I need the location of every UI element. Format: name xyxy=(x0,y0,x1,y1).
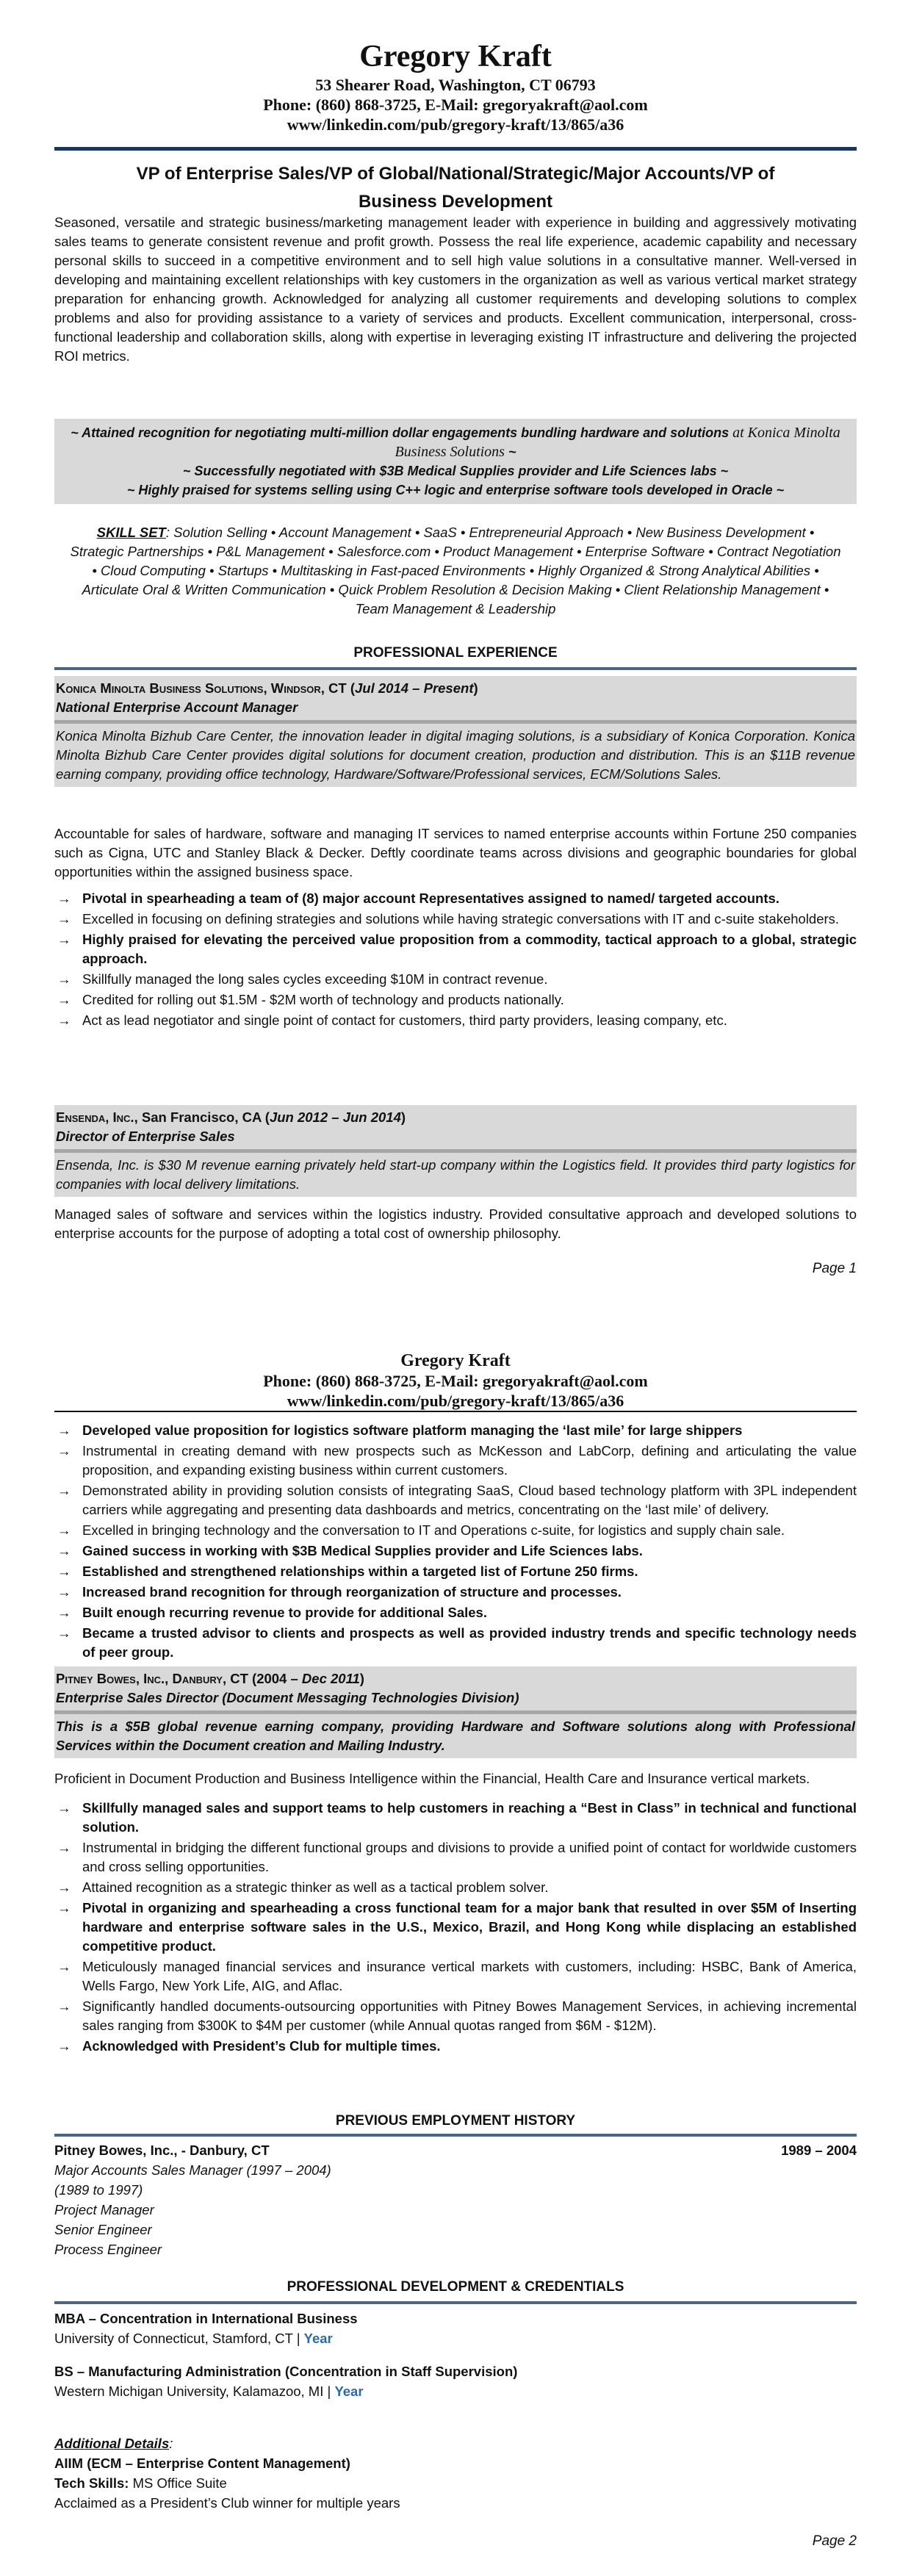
skill-set-label: SKILL SET xyxy=(96,525,166,540)
degree-title: BS – Manufacturing Administration (Concentration in Staff Supervision) xyxy=(54,2364,518,2379)
degree-year: Year xyxy=(334,2383,364,2399)
header-divider xyxy=(54,147,857,151)
job-header: Pitney Bowes, Inc., Danbury, CT (2004 – Dec 2011) Enterprise Sales Director (Document Messaging Technologies Division) xyxy=(54,1666,857,1710)
linkedin-url[interactable]: www/linkedin.com/pub/gregory-kraft/13/865/a36 xyxy=(287,115,624,134)
arrow-icon: → xyxy=(57,932,71,947)
arrow-icon: → xyxy=(57,1998,71,2014)
degree-title: MBA – Concentration in International Business xyxy=(54,2311,358,2326)
additional-details-label: Additional Details: xyxy=(54,2436,173,2451)
arrow-icon: → xyxy=(57,1605,71,1620)
arrow-icon: → xyxy=(57,1422,71,1438)
company-name: Konica Minolta Business Solutions, Windsor, CT ( xyxy=(56,680,356,696)
list-item: → Instrumental in bridging the different functional groups and divisions to provide a unified point of contact for worldwide customers and cross selling opportunities. xyxy=(57,1840,857,1874)
job-title: Director of Enterprise Sales xyxy=(56,1129,235,1144)
arrow-icon: → xyxy=(57,1584,71,1600)
previous-role: Senior Engineer xyxy=(54,2222,152,2237)
arrow-icon: → xyxy=(57,971,71,987)
job-dates: Jun 2012 – Jun 2014 xyxy=(269,1109,401,1125)
professional-summary: Seasoned, versatile and strategic business/marketing management leader with experience in building and aggressively motivating sales teams to generate consistent revenue and profit growth. Possess the real life experience, academic capability and necessary personal skills to succeed in a competitive environment and to sell high value solutions in a consultative manner. Well-versed in developing and maintaining excellent relationships with key customers in the organization as well as various vertical market strategy preparation for enhancing growth. Acknowledged for analyzing all customer requirements and developing solutions to complex problems and also for providing assistance to a variety of services and products. Excellent communication, interpersonal, cross-functional leadership and collaboration skills, along with expertise in leveraging existing IT infrastructure and delivering the projected ROI metrics. xyxy=(54,215,857,364)
job-title: Enterprise Sales Director (Document Messaging Technologies Division) xyxy=(56,1690,519,1705)
arrow-icon: → xyxy=(57,1564,71,1579)
job-summary: Accountable for sales of hardware, software and managing IT services to named enterprise accounts within Fortune 250 companies such as Cigna, UTC and Stanley Black & Decker. Deftly coordinate teams across divisions and geographic boundaries for global opportunities within the assigned business space. xyxy=(54,826,857,879)
header-divider xyxy=(54,1411,857,1412)
arrow-icon: → xyxy=(57,1800,71,1816)
previous-company: Pitney Bowes, Inc., - Danbury, CT xyxy=(54,2143,270,2158)
list-item: → Instrumental in creating demand with new prospects such as McKesson and LabCorp, defining and articulating the value proposition, and expanding existing business within current customers. xyxy=(57,1443,857,1478)
job-dates: Dec 2011 xyxy=(301,1671,360,1686)
arrow-icon: → xyxy=(57,1012,71,1028)
arrow-icon: → xyxy=(57,992,71,1007)
page-number: Page 2 xyxy=(812,2533,857,2549)
section-divider xyxy=(54,2134,857,2137)
list-item: → Skillfully managed sales and support teams to help customers in reaching a “Best in Class” in technical and functional solution. xyxy=(57,1800,857,1835)
company-description: Ensenda, Inc. is $30 M revenue earning privately held start-up company within the Logistics field. It provides third party logistics for companies with local delivery limitations. xyxy=(56,1157,855,1192)
section-title-experience: PROFESSIONAL EXPERIENCE xyxy=(353,645,558,661)
highlight-3: ~ Highly praised for systems selling using C++ logic and enterprise software tools developed in Oracle ~ xyxy=(126,483,785,497)
candidate-name: Gregory Kraft xyxy=(400,1351,511,1370)
list-item: → Built enough recurring revenue to provide for additional Sales. xyxy=(54,1603,857,1622)
headline-title xyxy=(54,160,857,216)
linkedin-url[interactable]: www/linkedin.com/pub/gregory-kraft/13/865/a36 xyxy=(287,1392,624,1410)
section-divider xyxy=(54,667,857,670)
company-name: Pitney Bowes, Inc., Danbury, CT (2004 – xyxy=(56,1671,302,1686)
pitney-bullets xyxy=(54,1799,857,2056)
arrow-icon: → xyxy=(57,2038,71,2054)
arrow-icon: → xyxy=(57,1900,71,1915)
job-konica xyxy=(54,676,857,787)
previous-role: Project Manager xyxy=(54,2202,154,2217)
section-title-previous-employment: PREVIOUS EMPLOYMENT HISTORY xyxy=(335,2113,576,2129)
contact-line: Phone: (860) 868-3725, E-Mail: gregoryakraft@aol.com xyxy=(263,1372,648,1390)
degree-school: Western Michigan University, Kalamazoo, MI | Year xyxy=(54,2383,364,2399)
address: 53 Shearer Road, Washington, CT 06793 xyxy=(315,76,596,94)
arrow-icon: → xyxy=(57,1522,71,1538)
list-item: → Became a trusted advisor to clients and prospects as well as provided industry trends and specific technology needs of peer group. xyxy=(57,1625,857,1660)
job-dates: Jul 2014 – Present xyxy=(355,680,474,696)
list-item: → Developed value proposition for logistics software platform managing the ‘last mile’ for large shippers xyxy=(54,1421,857,1440)
list-item: → Pivotal in spearheading a team of (8) major account Representatives assigned to named/ targeted accounts. xyxy=(54,889,857,908)
company-description: This is a $5B global revenue earning company, providing Hardware and Software solutions along with Professional Services within the Document creation and Mailing Industry. xyxy=(56,1719,855,1753)
arrow-icon: → xyxy=(57,1840,71,1855)
company-description: Konica Minolta Bizhub Care Center, the innovation leader in digital imaging solutions, is a subsidiary of Konica Corporation. Konica Minolta Bizhub Care Center provides digital solutions for document creation, production and distribution. This is an $11B revenue earning company, providing office technology, Hardware/Software/Professional services, ECM/Solutions Sales. xyxy=(56,728,855,782)
skill-set xyxy=(54,523,857,619)
list-item: → Skillfully managed the long sales cycles exceeding $10M in contract revenue. xyxy=(54,970,857,989)
list-item: → Pivotal in organizing and spearheading a cross functional team for a major bank that resulted in over $5M of Inserting hardware and enterprise software sales in the U.S., Mexico, Brazil, and Hong Kong while displacing an established competitive product. xyxy=(57,1900,857,1954)
degree-school: University of Connecticut, Stamford, CT | Year xyxy=(54,2331,333,2346)
list-item: → Excelled in focusing on defining strategies and solutions while having strategic conversations with IT and c-suite stakeholders. xyxy=(54,910,857,929)
job-summary: Proficient in Document Production and Business Intelligence within the Financial, Health Care and Insurance vertical markets. xyxy=(54,1771,810,1786)
company-name: Ensenda, Inc. xyxy=(56,1109,134,1125)
previous-role: Major Accounts Sales Manager (1997 – 2004) xyxy=(54,2162,331,2178)
arrow-icon: → xyxy=(57,1543,71,1558)
job-header: Konica Minolta Business Solutions, Windsor, CT (Jul 2014 – Present) National Enterprise Account Manager xyxy=(54,676,857,720)
skill-set-list: : Solution Selling • Account Management • SaaS • Entrepreneurial Approach • New Business Development • Strategic Partnerships • P&L Management • Salesforce.com • Product Management • Enterprise Software • Contract Negotiation • Cloud Computing • Startups • Multitasking in Fast-paced Environments • Highly Organized & Strong Analytical Abilities • Articulate Oral & Written Communication • Quick Problem Resolution & Decision Making • Client Relationship Management • Team Management & Leadership xyxy=(70,525,841,616)
list-item: → Attained recognition as a strategic thinker as well as a tactical problem solver. xyxy=(54,1878,857,1897)
arrow-icon: → xyxy=(57,891,71,906)
list-item: → Increased brand recognition for through reorganization of structure and processes. xyxy=(54,1583,857,1602)
arrow-icon: → xyxy=(57,1483,71,1498)
certification: AIIM (ECM – Enterprise Content Management) xyxy=(54,2456,350,2471)
highlights-box xyxy=(54,419,857,504)
previous-role: (1989 to 1997) xyxy=(54,2182,143,2198)
list-item: → Credited for rolling out $1.5M - $2M worth of technology and products nationally. xyxy=(54,990,857,1010)
list-item: → Excelled in bringing technology and the conversation to IT and Operations c-suite, for logistics and supply chain sale. xyxy=(54,1521,857,1540)
list-item: → Meticulously managed financial services and insurance vertical markets with customers, including: HSBC, Bank of America, Wells Fargo, New York Life, AIG, and Aflac. xyxy=(57,1959,857,1993)
list-item: → Gained success in working with $3B Medical Supplies provider and Life Sciences labs. xyxy=(54,1541,857,1561)
arrow-icon: → xyxy=(57,1879,71,1895)
previous-role: Process Engineer xyxy=(54,2242,162,2257)
arrow-icon: → xyxy=(57,1625,71,1641)
page-number: Page 1 xyxy=(812,1261,857,1276)
list-item: → Act as lead negotiator and single point of contact for customers, third party providers, leasing company, etc. xyxy=(54,1011,857,1030)
headline-line-1: VP of Enterprise Sales/VP of Global/National/Strategic/Major Accounts/VP of xyxy=(136,164,775,184)
job-header: Ensenda, Inc., San Francisco, CA (Jun 2012 – Jun 2014) Director of Enterprise Sales xyxy=(54,1105,857,1149)
list-item: → Acknowledged with President’s Club for multiple times. xyxy=(54,2037,857,2056)
headline-line-2: Business Development xyxy=(358,192,553,212)
job-ensenda xyxy=(54,1105,857,1197)
contact-line: Phone: (860) 868-3725, E-Mail: gregoryakraft@aol.com xyxy=(263,96,648,114)
previous-dates: 1989 – 2004 xyxy=(781,2143,857,2158)
award: Acclaimed as a President’s Club winner for multiple years xyxy=(54,2495,400,2511)
arrow-icon: → xyxy=(57,1443,71,1458)
job-pitney-bowes xyxy=(54,1666,857,1758)
list-item: → Highly praised for elevating the perceived value proposition from a commodity, tactical approach to a global, strategic approach. xyxy=(57,932,857,966)
arrow-icon: → xyxy=(57,911,71,927)
list-item: → Demonstrated ability in providing solution consists of integrating SaaS, Cloud based technology platform with 3PL independent carriers while aggregating and presenting data dashboards and metrics, concentrating on the ‘last mile’ of delivery. xyxy=(57,1483,857,1517)
konica-bullets xyxy=(54,889,857,1030)
tech-skills: Tech Skills: MS Office Suite xyxy=(54,2475,227,2491)
candidate-name: Gregory Kraft xyxy=(359,40,552,73)
ensenda-bullets xyxy=(54,1421,857,1662)
job-title: National Enterprise Account Manager xyxy=(56,699,298,715)
degree-year: Year xyxy=(303,2331,333,2346)
highlight-1: ~ Attained recognition for negotiating multi-million dollar engagements bundling hardware and solutions at Konica Minolta Business Solutions ~ xyxy=(71,425,840,460)
job-summary: Managed sales of software and services within the logistics industry. Provided consultative approach and developed solutions to enterprise accounts for the purpose of adopting a total cost of ownership philosophy. xyxy=(54,1206,857,1241)
highlight-2: ~ Successfully negotiated with $3B Medical Supplies provider and Life Sciences labs ~ xyxy=(182,464,729,478)
list-item: → Established and strengthened relationships within a targeted list of Fortune 250 firms. xyxy=(54,1562,857,1581)
previous-employer-row xyxy=(54,2141,857,2160)
section-title-credentials: PROFESSIONAL DEVELOPMENT & CREDENTIALS xyxy=(287,2279,624,2295)
section-divider xyxy=(54,2301,857,2304)
list-item: → Significantly handled documents-outsourcing opportunities with Pitney Bowes Management Services, in achieving incremental sales ranging from $300K to $4M per customer (while Annual quotas ranged from $6M - $12M). xyxy=(57,1998,857,2033)
arrow-icon: → xyxy=(57,1959,71,1974)
